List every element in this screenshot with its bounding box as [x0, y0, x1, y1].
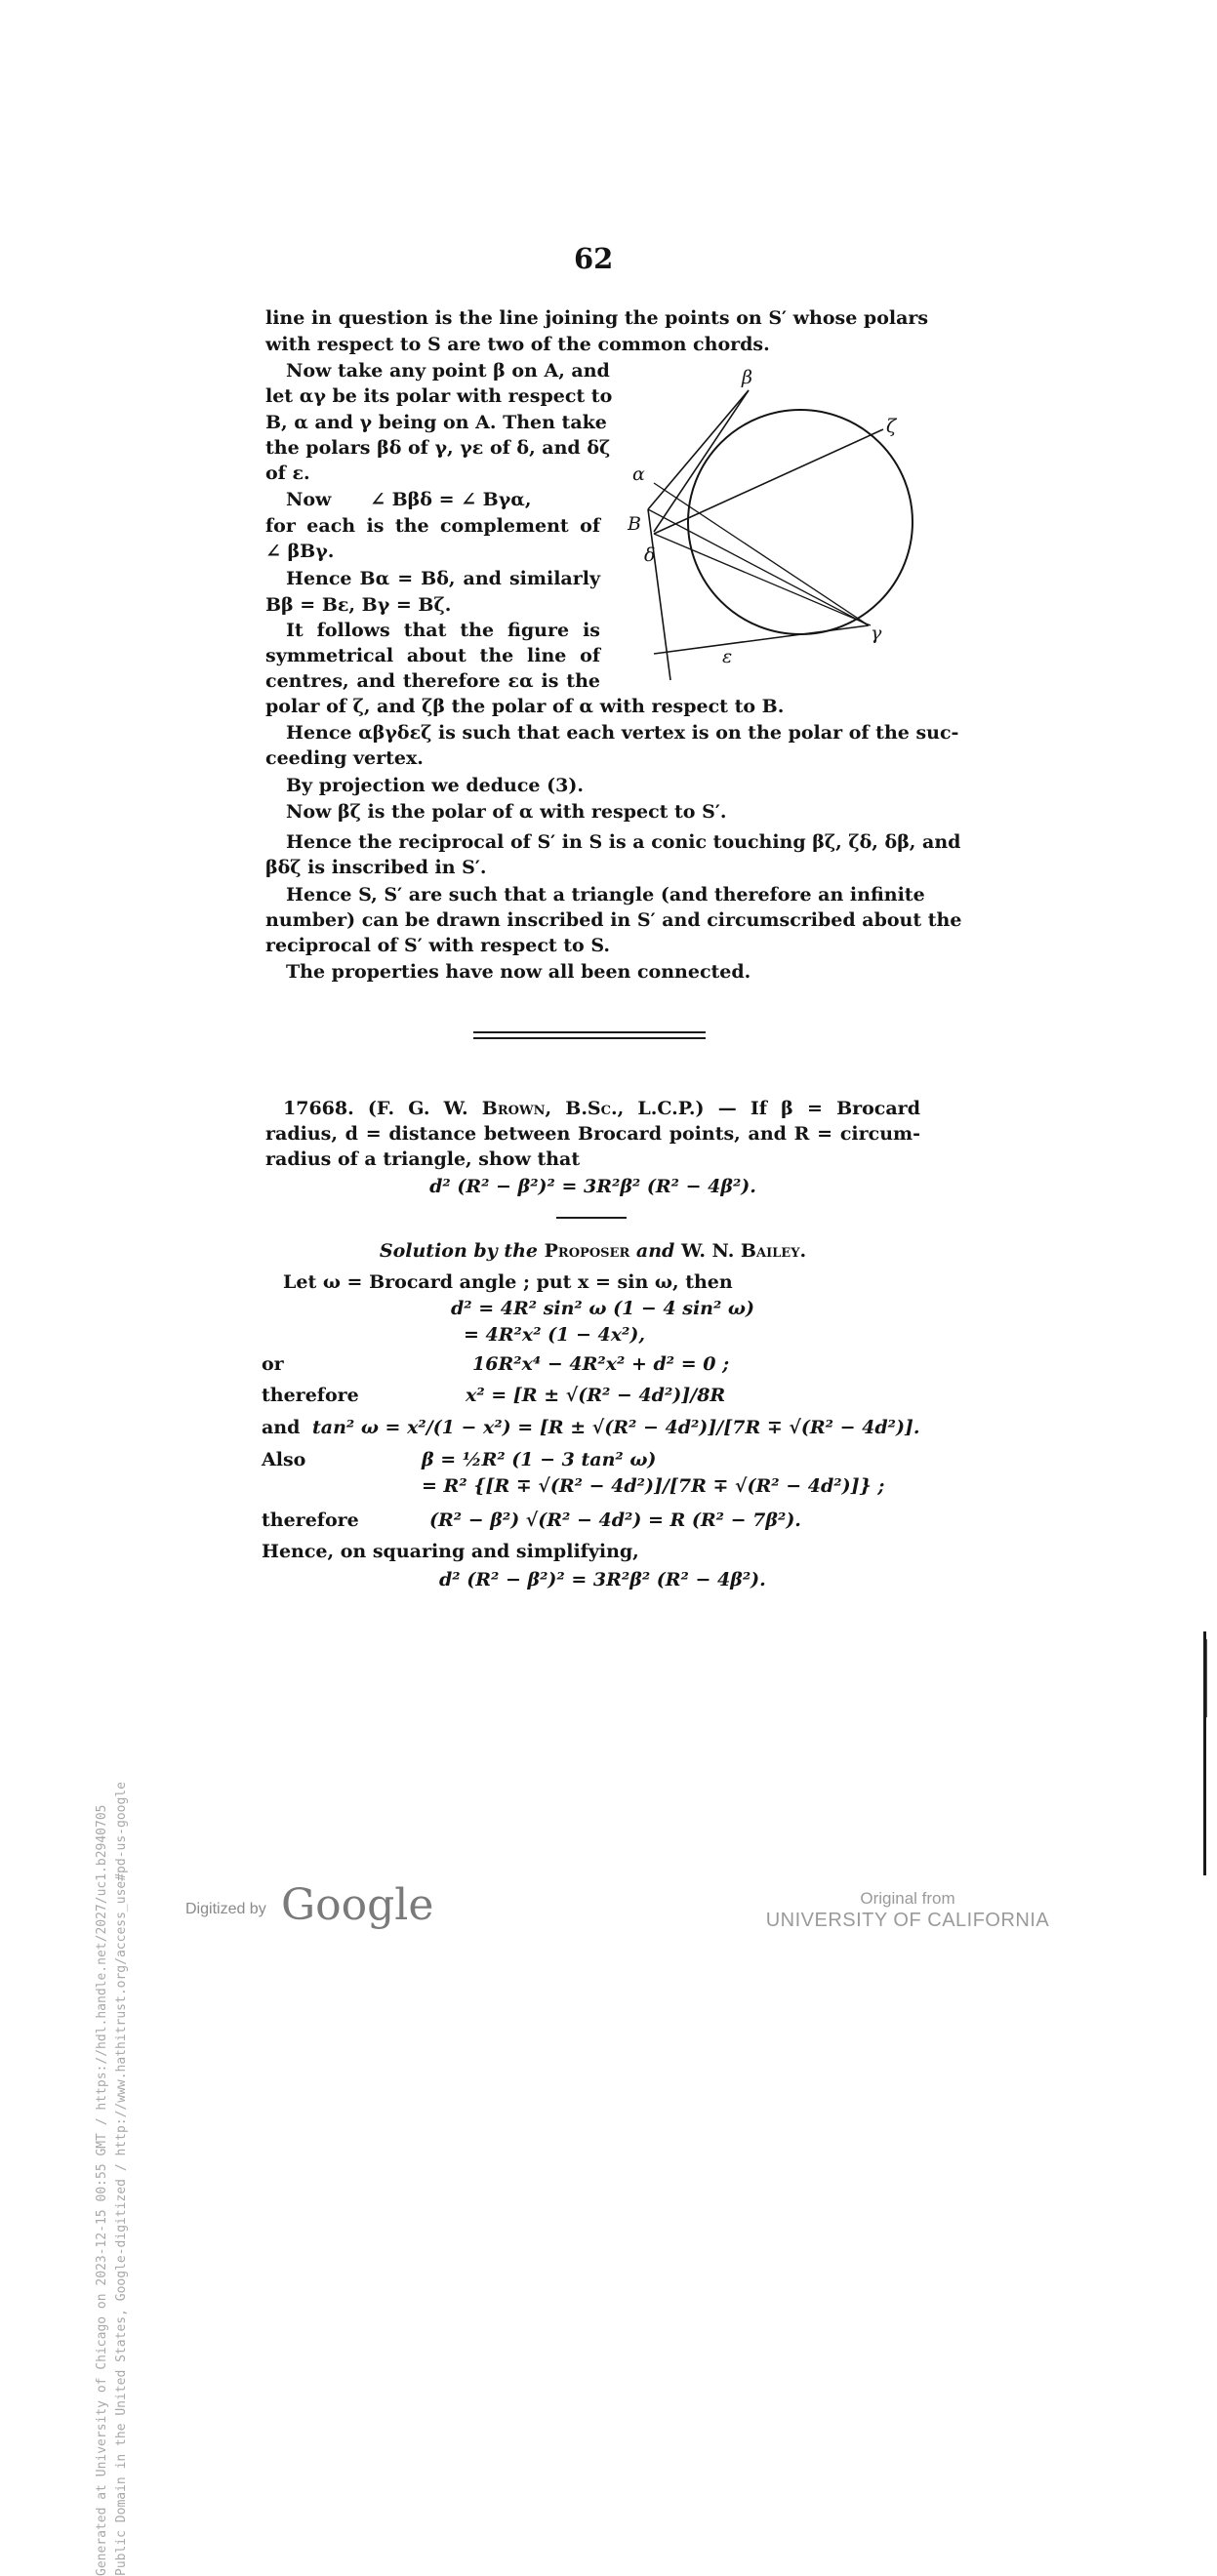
solution-hence-line: Hence, on squaring and simplifying,	[262, 1541, 639, 1562]
proof-line: It follows that the figure is	[286, 620, 600, 641]
solution-eq-7: = R² {[R ∓ √(R² − 4d²)]/[7R ∓ √(R² − 4d²)]} ;	[422, 1475, 885, 1497]
proof-line: Hence αβγδεζ is such that each vertex is on the polar of the suc-	[286, 722, 959, 744]
solution-heading-prefix: Solution by the	[379, 1240, 539, 1262]
label-beta: β	[742, 367, 752, 388]
university-label: UNIVERSITY OF CALIFORNIA	[765, 1910, 1050, 1931]
solution-eq-3: 16R²x⁴ − 4R²x² + d² = 0 ;	[472, 1353, 730, 1375]
solution-or-label: or	[262, 1353, 284, 1375]
proof-line: let αγ be its polar with respect to	[265, 385, 613, 407]
solution-eq-4: x² = [R ± √(R² − 4d²)]/8R	[466, 1385, 726, 1406]
solution-eq-5: tan² ω = x²/(1 − x²) = [R ± √(R² − 4d²)]/[7R ∓ √(R² − 4d²)].	[312, 1417, 920, 1438]
solution-heading-proposer: Proposer	[544, 1240, 630, 1262]
solution-let-line: Let ω = Brocard angle ; put x = sin ω, then	[283, 1271, 733, 1293]
chord-epsilon-gamma	[654, 625, 869, 654]
margin-stamp-line-1: Generated at University of Chicago on 2023-12-15 00:55 GMT / https://hdl.handle.net/2027/uc1.b2940705	[95, 1804, 109, 2576]
proof-line: Now take any point β on A, and	[286, 360, 610, 382]
problem-line-2: radius, d = distance between Brocard points, and R = circum-	[265, 1123, 920, 1145]
circle-s-prime	[688, 410, 913, 634]
solution-therefore-label-2: therefore	[262, 1509, 359, 1531]
solution-heading	[265, 1239, 920, 1263]
page-number: 62	[574, 242, 614, 275]
proof-line: reciprocal of S′ with respect to S.	[265, 935, 611, 956]
margin-stamp-line-2: Public Domain in the United States, Google-digitized / http://www.hathitrust.org/access_use#pd-us-google	[114, 1782, 129, 2576]
problem-line-1	[283, 1097, 920, 1120]
chord-B-gamma	[648, 509, 869, 625]
solution-heading-bailey: W. N. Bailey.	[680, 1240, 807, 1262]
chord-beta-B	[648, 390, 749, 509]
solution-eq-1: d² = 4R² sin² ω (1 − 4 sin² ω)	[451, 1298, 755, 1319]
proof-line: Bβ = Bε, Bγ = Bζ.	[265, 594, 452, 616]
proof-line: B, α and γ being on A. Then take	[265, 412, 607, 433]
label-alpha: α	[632, 463, 645, 485]
proof-line: of ε.	[265, 463, 310, 484]
solution-eq-2: = 4R²x² (1 − 4x²),	[464, 1324, 645, 1346]
proof-line: line in question is the line joining the points on S′ whose polars	[265, 307, 929, 329]
proof-line: Hence S, S′ are such that a triangle (and therefore an infinite	[286, 884, 925, 906]
proof-line: Now βζ is the polar of α with respect to S′.	[286, 801, 727, 823]
proof-line: ceeding vertex.	[265, 747, 424, 769]
scan-edge-mark-secondary	[1206, 1639, 1207, 1717]
label-gamma: γ	[871, 623, 882, 644]
problem-equation: d² (R² − β²)² = 3R²β² (R² − 4β²).	[429, 1176, 756, 1197]
problem-line-1-rest: — If β = Brocard	[717, 1098, 920, 1119]
proof-line: polar of ζ, and ζβ the polar of α with respect to B.	[265, 696, 785, 717]
section-divider-double	[473, 1031, 706, 1039]
proof-line: number) can be drawn inscribed in S′ and circumscribed about the	[265, 909, 962, 931]
digitized-by-label: Digitized by	[185, 1901, 266, 1917]
chord-beta-delta	[654, 390, 749, 532]
google-logo: Google	[281, 1880, 434, 1930]
proof-line: centres, and therefore εα is the	[265, 670, 600, 692]
proof-line: the polars βδ of γ, γε of δ, and δζ	[265, 437, 611, 459]
label-zeta: ζ	[886, 416, 897, 437]
solution-also-label: Also	[262, 1449, 306, 1470]
proof-line: with respect to S are two of the common chords.	[265, 334, 770, 355]
proof-line: ∠ βBγ.	[265, 541, 335, 562]
solution-eq-9: d² (R² − β²)² = 3R²β² (R² − 4β²).	[439, 1569, 766, 1590]
label-epsilon: ε	[722, 646, 733, 667]
proof-line: Hence Bα = Bδ, and similarly	[286, 568, 600, 589]
proof-line: βδζ is inscribed in S′.	[265, 857, 487, 878]
chord-delta-gamma	[654, 534, 871, 625]
proof-line: Hence the reciprocal of S′ in S is a conic touching βζ, ζδ, δβ, and	[286, 831, 961, 853]
original-from-university	[761, 1889, 1054, 1932]
hathitrust-margin-stamp	[93, 1600, 132, 2576]
problem-author: (F. G. W. Brown, B.Sc., L.C.P.)	[367, 1098, 705, 1119]
original-from-label: Original from	[860, 1889, 955, 1908]
problem-line-3: radius of a triangle, show that	[265, 1148, 581, 1170]
proof-line: The properties have now all been connected.	[286, 961, 751, 983]
proof-line: for each is the complement of	[265, 515, 600, 537]
proof-line: By projection we deduce (3).	[286, 775, 584, 796]
proof-line: Now ∠ Bβδ = ∠ Bγα,	[286, 489, 532, 510]
proof-line: symmetrical about the line of	[265, 645, 600, 666]
section-divider-single	[556, 1217, 627, 1219]
solution-therefore-label: therefore	[262, 1385, 359, 1406]
solution-eq-8: (R² − β²) √(R² − 4d²) = R (R² − 7β²).	[429, 1509, 801, 1531]
chord-alpha-gamma	[654, 483, 869, 625]
hidden-guide	[781, 420, 810, 503]
solution-heading-and: and	[635, 1240, 675, 1262]
solution-eq-6: β = ½R² (1 − 3 tan² ω)	[422, 1449, 657, 1470]
label-B: B	[628, 513, 641, 535]
label-delta: δ	[644, 544, 656, 566]
problem-number: 17668.	[283, 1098, 354, 1119]
geometry-figure	[625, 366, 927, 688]
line-B-extension	[648, 509, 670, 680]
solution-and-label: and	[262, 1417, 301, 1438]
